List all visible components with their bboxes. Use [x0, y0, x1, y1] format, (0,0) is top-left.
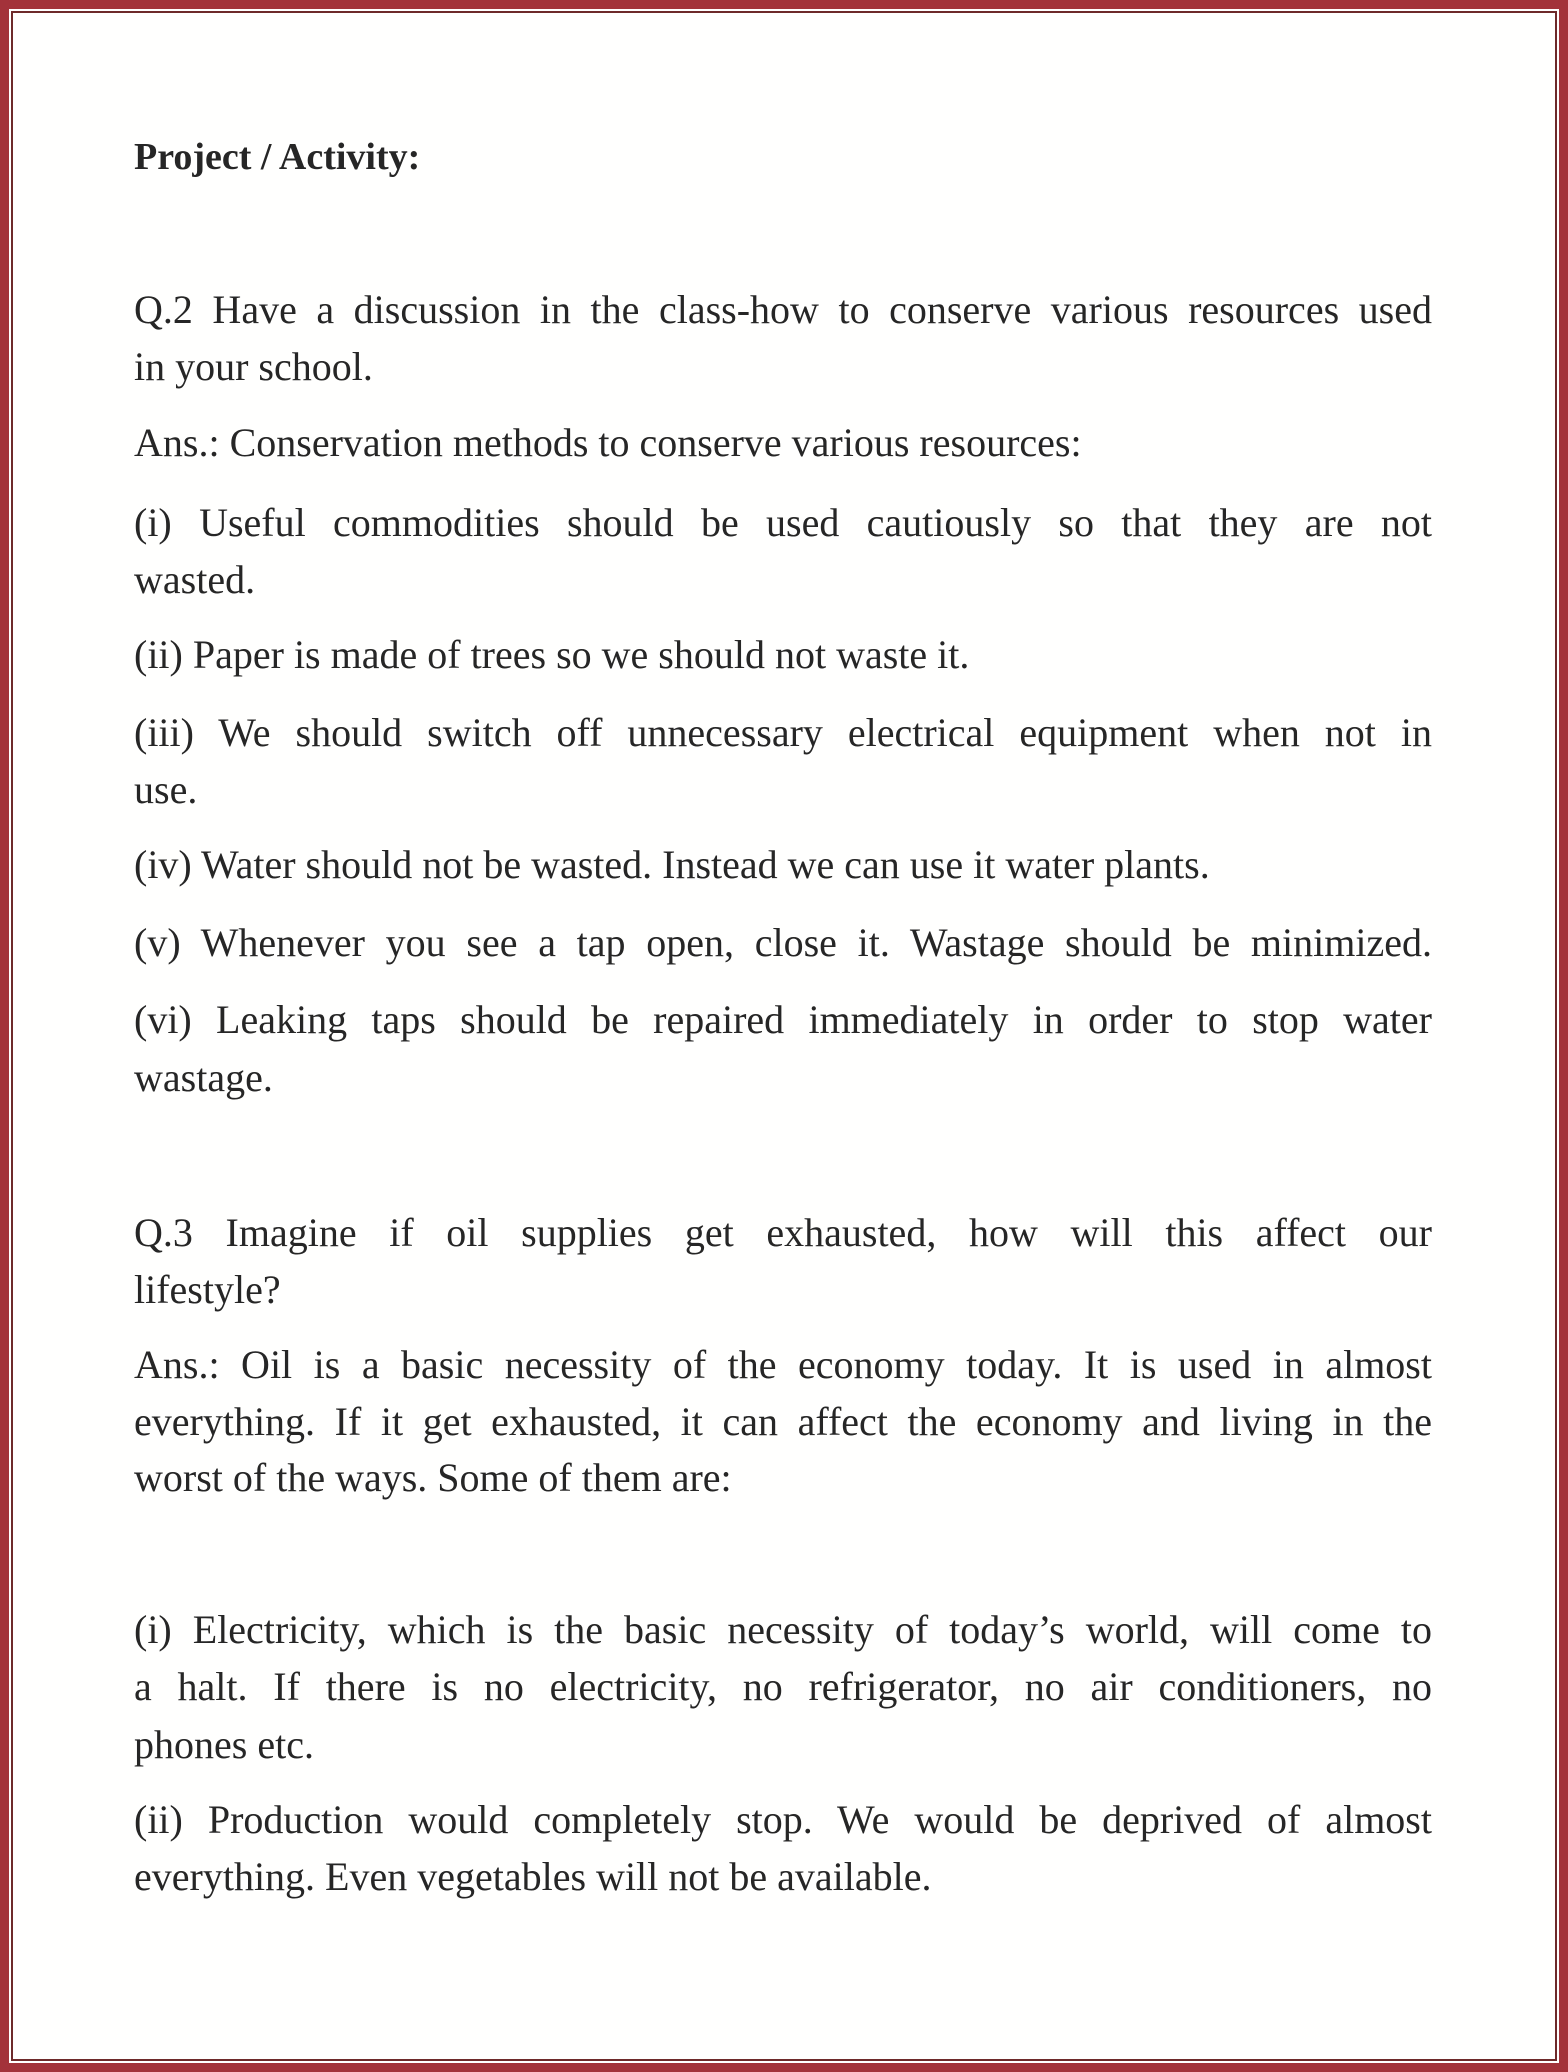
answer-text: everything. If it get exhausted, it can affect the economy and living in the — [134, 1399, 1432, 1444]
question-text: Q.2 Have a discussion in the class-how to conserve various resources used — [134, 287, 1432, 332]
list-item: (iv) Water should not be wasted. Instead we can use it water plants. — [134, 842, 1210, 887]
list-item: (vi) Leaking taps should be repaired immediately in order to stop water — [134, 997, 1432, 1042]
question-text: lifestyle? — [134, 1267, 281, 1312]
list-item: (iii) We should switch off unnecessary electrical equipment when not in — [134, 710, 1432, 755]
list-item: use. — [134, 767, 198, 812]
answer-text: Ans.: Oil is a basic necessity of the economy today. It is used in almost — [134, 1342, 1432, 1387]
question-text: in your school. — [134, 344, 373, 389]
list-item: everything. Even vegetables will not be available. — [134, 1854, 932, 1899]
list-item: wastage. — [134, 1055, 273, 1100]
section-heading: Project / Activity: — [134, 136, 421, 178]
list-item: (i) Electricity, which is the basic necessity of today’s world, will come to — [134, 1607, 1432, 1652]
list-item: (ii) Paper is made of trees so we should not waste it. — [134, 632, 970, 677]
question-text: Q.3 Imagine if oil supplies get exhausted, how will this affect our — [134, 1210, 1432, 1255]
list-item: phones etc. — [134, 1722, 314, 1767]
list-item: (v) Whenever you see a tap open, close it. Wastage should be minimized. — [134, 920, 1432, 965]
list-item: a halt. If there is no electricity, no refrigerator, no air conditioners, no — [134, 1664, 1432, 1709]
answer-text: worst of the ways. Some of them are: — [134, 1455, 732, 1500]
list-item: (ii) Production would completely stop. We would be deprived of almost — [134, 1797, 1432, 1842]
answer-intro: Ans.: Conservation methods to conserve various resources: — [134, 420, 1082, 465]
list-item: wasted. — [134, 557, 256, 602]
list-item: (i) Useful commodities should be used cautiously so that they are not — [134, 500, 1432, 545]
